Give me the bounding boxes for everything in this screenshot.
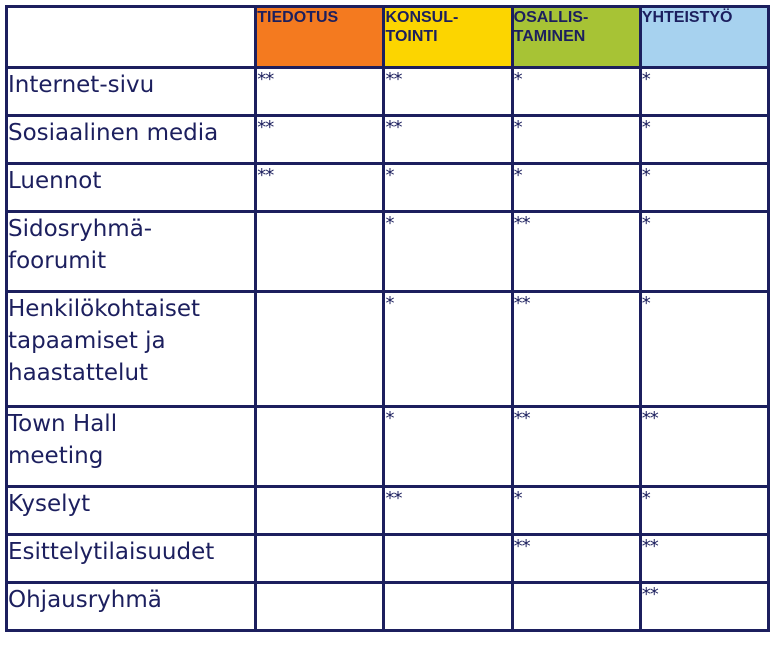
table-row-luennot bbox=[7, 164, 769, 212]
row-label-line: Kyselyt bbox=[8, 491, 91, 517]
rating-cell: ** bbox=[256, 116, 384, 164]
row-label bbox=[7, 487, 256, 535]
table-row-town-hall-meeting bbox=[7, 407, 769, 487]
rating-cell: ** bbox=[512, 212, 640, 292]
table-row-sidosryhmafoorumit bbox=[7, 212, 769, 292]
rating-cell: ** bbox=[640, 407, 768, 487]
rating-cell: ** bbox=[384, 116, 512, 164]
rating-cell: ** bbox=[256, 68, 384, 116]
row-label-line: Esittelytilaisuudet bbox=[8, 539, 215, 565]
rating-cell: * bbox=[640, 487, 768, 535]
rating-cell: ** bbox=[640, 535, 768, 583]
rating-cell: * bbox=[640, 68, 768, 116]
row-label bbox=[7, 212, 256, 292]
row-label bbox=[7, 164, 256, 212]
rating-cell bbox=[256, 535, 384, 583]
row-label bbox=[7, 68, 256, 116]
row-label-line: Sosiaalinen media bbox=[8, 120, 219, 146]
column-header-osallistaminen: OSALLIS- TAMINEN bbox=[512, 7, 640, 68]
rating-cell: * bbox=[384, 292, 512, 407]
table-row-esittelytilaisuudet bbox=[7, 535, 769, 583]
rating-cell: ** bbox=[512, 292, 640, 407]
table-row-ohjausryhma bbox=[7, 583, 769, 631]
row-label-line: Ohjausryhmä bbox=[8, 587, 162, 613]
row-label bbox=[7, 116, 256, 164]
table-body bbox=[7, 68, 769, 631]
row-label-line: Sidosryhmä- bbox=[8, 216, 153, 242]
rating-cell: * bbox=[640, 116, 768, 164]
row-label bbox=[7, 583, 256, 631]
communication-methods-table bbox=[5, 5, 770, 632]
row-label bbox=[7, 292, 256, 407]
table-row-henkilokohtaiset-tapaamiset bbox=[7, 292, 769, 407]
rating-cell bbox=[256, 583, 384, 631]
rating-cell: ** bbox=[512, 535, 640, 583]
rating-cell: * bbox=[512, 164, 640, 212]
rating-cell bbox=[256, 487, 384, 535]
rating-cell bbox=[256, 407, 384, 487]
rating-cell: * bbox=[384, 212, 512, 292]
rating-cell bbox=[384, 583, 512, 631]
rating-cell bbox=[384, 535, 512, 583]
rating-cell: * bbox=[512, 487, 640, 535]
rating-cell bbox=[256, 212, 384, 292]
rating-cell: * bbox=[384, 407, 512, 487]
rating-cell: * bbox=[512, 116, 640, 164]
row-label bbox=[7, 407, 256, 487]
rating-cell bbox=[256, 292, 384, 407]
rating-cell: * bbox=[512, 68, 640, 116]
column-header-konsultointi: KONSUL- TOINTI bbox=[384, 7, 512, 68]
column-header-yhteistyo: YHTEISTYÖ bbox=[640, 7, 768, 68]
header-row bbox=[7, 7, 769, 68]
corner-cell bbox=[7, 7, 256, 68]
rating-cell: ** bbox=[384, 68, 512, 116]
row-label-line: Town Hall bbox=[8, 411, 118, 437]
row-label-line: Luennot bbox=[8, 168, 102, 194]
table-row-sosiaalinen-media bbox=[7, 116, 769, 164]
rating-cell: ** bbox=[640, 583, 768, 631]
row-label bbox=[7, 535, 256, 583]
row-label-line: Henkilökohtaiset bbox=[8, 296, 200, 322]
row-label-line: meeting bbox=[8, 443, 104, 469]
rating-cell: ** bbox=[512, 407, 640, 487]
rating-cell: * bbox=[384, 164, 512, 212]
column-header-tiedotus: TIEDOTUS bbox=[256, 7, 384, 68]
table-row-kyselyt bbox=[7, 487, 769, 535]
row-label-line: haastattelut bbox=[8, 360, 149, 386]
row-label-line: Internet-sivu bbox=[8, 72, 155, 98]
rating-cell: * bbox=[640, 164, 768, 212]
rating-cell: ** bbox=[384, 487, 512, 535]
rating-cell bbox=[512, 583, 640, 631]
table-row-internet-sivu bbox=[7, 68, 769, 116]
rating-cell: ** bbox=[256, 164, 384, 212]
rating-cell: * bbox=[640, 212, 768, 292]
row-label-line: foorumit bbox=[8, 248, 107, 274]
rating-cell: * bbox=[640, 292, 768, 407]
row-label-line: tapaamiset ja bbox=[8, 328, 166, 354]
